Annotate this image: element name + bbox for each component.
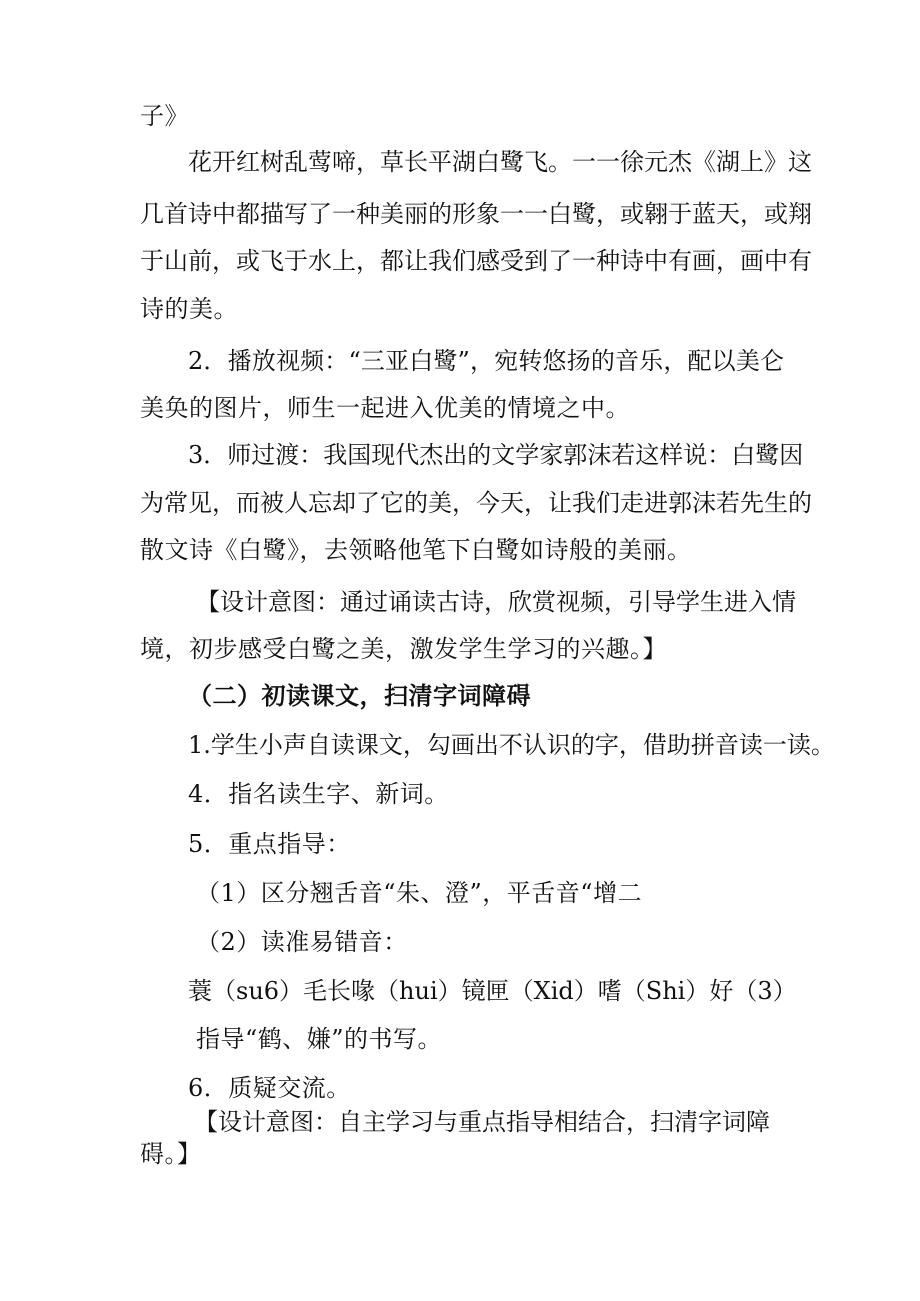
text-line-10: 散文诗《白鹭》，去领略他笔下白鹭如诗般的美丽。 <box>140 536 692 564</box>
text-line-1: 子》 <box>140 102 189 130</box>
text-line-14: 1.学生小声自读课文，勾画出不认识的字，借助拼音读一读。 <box>188 731 835 759</box>
text-line-2: 花开红树乱莺啼，草长平湖白鹭飞。一一徐元杰《湖上》这 <box>188 148 812 176</box>
text-line-23: 碍。】 <box>140 1140 202 1168</box>
text-line-22: 【设计意图：自主学习与重点指导相结合，扫清字词障 <box>194 1108 770 1136</box>
text-line-12: 境，初步感受白鹭之美，激发学生学习的兴趣。】 <box>140 635 667 663</box>
text-line-4: 于山前，或飞于水上，都让我们感受到了一种诗中有画，画中有 <box>140 247 812 275</box>
text-line-21: 6．质疑交流。 <box>188 1074 351 1102</box>
text-line-8: 3．师过渡：我国现代杰出的文学家郭沫若这样说：白鹭因 <box>188 441 804 469</box>
text-line-16: 5．重点指导： <box>188 830 351 858</box>
text-line-7: 美奂的图片，师生一起进入优美的情境之中。 <box>140 394 630 422</box>
text-line-6: 2．播放视频：“三亚白鹭”，宛转悠扬的音乐，配以美仑 <box>188 347 784 375</box>
text-line-9: 为常见，而被人忘却了它的美，今天，让我们走进郭沫若先生的 <box>140 489 812 517</box>
text-line-18: （2）读准易错音： <box>196 928 408 956</box>
text-line-17: （1）区分翘舌音“朱、澄”，平舌音“增二 <box>196 879 643 907</box>
text-line-20: 指导“鹤、嫌”的书写。 <box>196 1025 443 1053</box>
text-line-11: 【设计意图：通过诵读古诗，欣赏视频，引导学生进入情 <box>196 588 796 616</box>
text-line-19: 蓑（su6）毛长喙（hui）镜匣（Xid）嗜（Shi）好（3） <box>188 977 797 1005</box>
text-line-3: 几首诗中都描写了一种美丽的形象一一白鹭，或翱于蓝天，或翔 <box>140 200 812 228</box>
text-line-5: 诗的美。 <box>140 295 238 323</box>
section-heading: （二）初读课文，扫清字词障碍 <box>188 681 531 710</box>
text-line-15: 4．指名读生字、新词。 <box>188 780 449 808</box>
